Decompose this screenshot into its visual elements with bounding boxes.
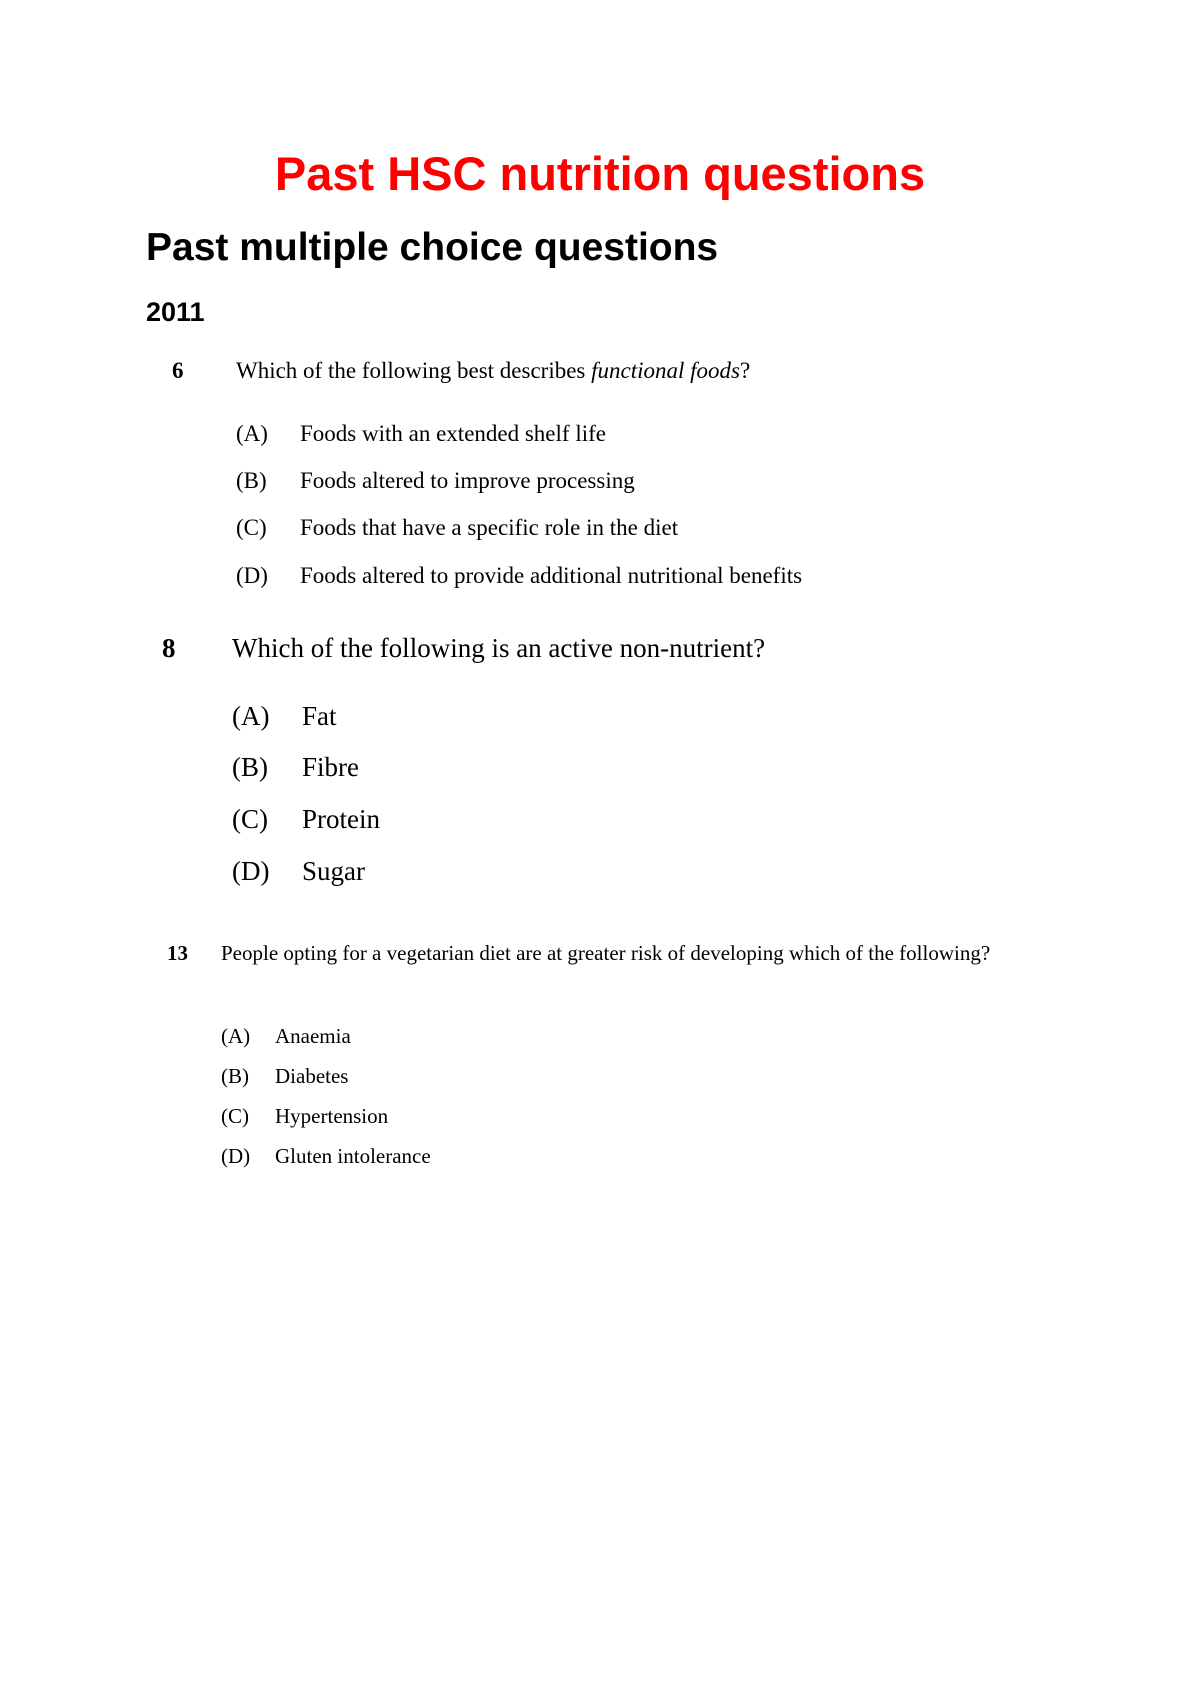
option-letter-a: (A) <box>221 1024 251 1048</box>
section-title: Past multiple choice questions <box>146 226 719 269</box>
question-text-emphasis: functional foods <box>591 358 741 383</box>
option-text-c: Foods that have a specific role in the diet <box>300 515 679 540</box>
question-text <box>236 357 750 385</box>
option-text-b: Diabetes <box>275 1064 349 1088</box>
option-text-a: Fat <box>302 701 337 731</box>
option-letter-a: (A) <box>236 421 268 446</box>
option-text-a: Foods with an extended shelf life <box>300 421 606 446</box>
question-text-end: ? <box>740 358 751 383</box>
option-letter-b: (B) <box>236 468 267 493</box>
question-text-start: Which of the following best describes <box>236 358 592 383</box>
option-text-d: Gluten intolerance <box>275 1144 431 1168</box>
question-number: 6 <box>172 358 184 383</box>
option-text-a: Anaemia <box>275 1024 351 1048</box>
option-letter-b: (B) <box>221 1064 249 1088</box>
option-text-c: Protein <box>302 804 380 834</box>
option-text-c: Hypertension <box>275 1104 389 1128</box>
option-letter-c: (C) <box>236 515 267 540</box>
option-letter-d: (D) <box>221 1144 251 1168</box>
question-number: 13 <box>167 941 188 965</box>
option-text-d: Sugar <box>302 856 365 886</box>
option-text-b: Foods altered to improve processing <box>300 468 635 493</box>
option-letter-d: (D) <box>236 563 268 588</box>
option-letter-b: (B) <box>232 752 268 782</box>
option-letter-c: (C) <box>232 804 268 834</box>
option-text-d: Foods altered to provide additional nutritional benefits <box>300 563 803 588</box>
option-text-b: Fibre <box>302 752 359 782</box>
year-heading: 2011 <box>146 297 205 327</box>
question-text: Which of the following is an active non-nutrient? <box>232 633 766 663</box>
option-letter-d: (D) <box>232 856 270 886</box>
document-title: Past HSC nutrition questions <box>274 147 926 200</box>
option-letter-c: (C) <box>221 1104 249 1128</box>
option-letter-a: (A) <box>232 701 270 731</box>
question-text: People opting for a vegetarian diet are at greater risk of developing which of the following? <box>221 941 991 965</box>
question-number: 8 <box>162 633 176 663</box>
